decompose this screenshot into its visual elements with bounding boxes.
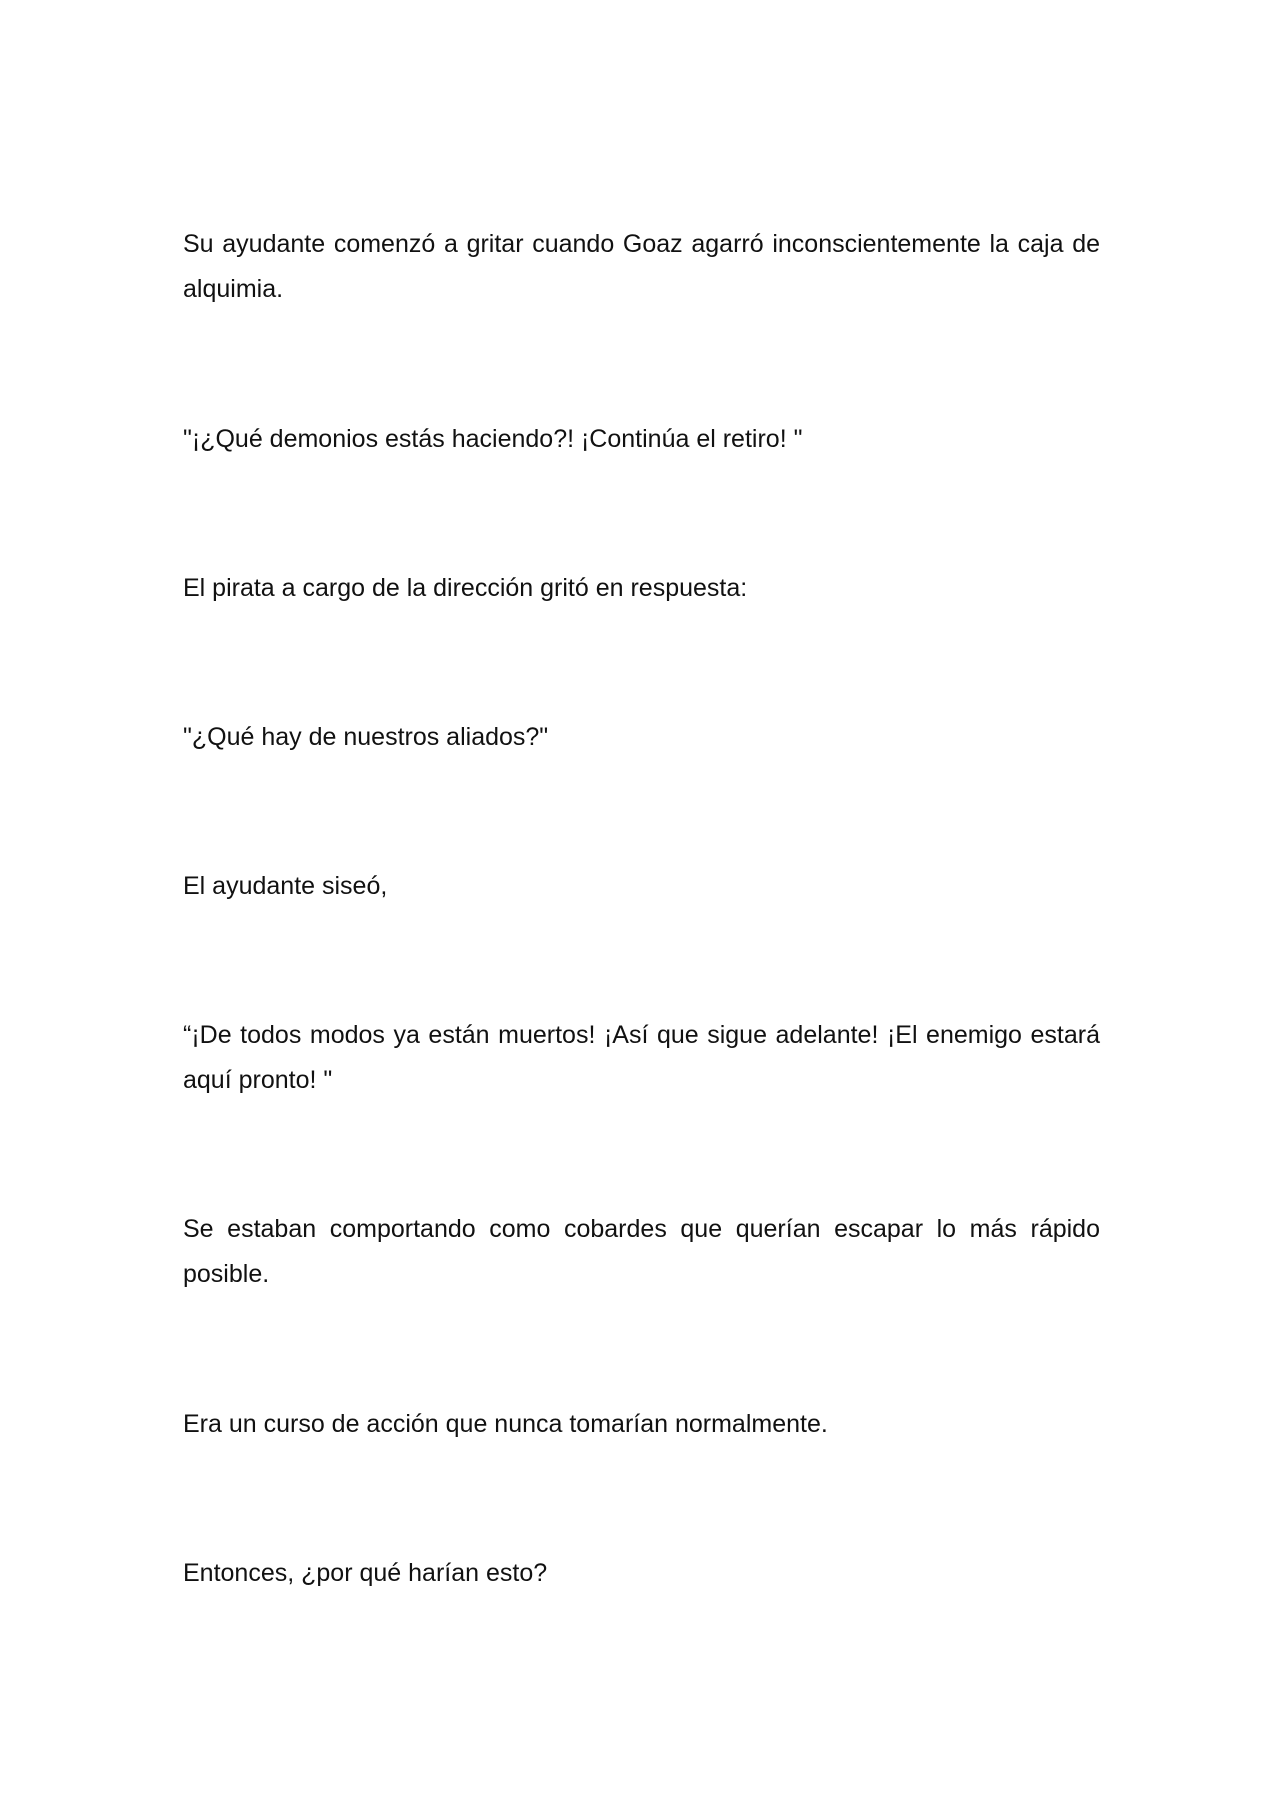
paragraph-7: Se estaban comportando como cobardes que querían escapar lo más rápido posible.: [183, 1215, 1100, 1288]
paragraph-8: Era un curso de acción que nunca tomarían normalmente.: [183, 1410, 828, 1438]
paragraph-6: “¡De todos modos ya están muertos! ¡Así que sigue adelante! ¡El enemigo estará aquí pronto! ": [183, 1021, 1100, 1094]
paragraph-1: Su ayudante comenzó a gritar cuando Goaz agarró inconscientemente la caja de alquimia.: [183, 230, 1100, 303]
paragraph-5: El ayudante siseó,: [183, 872, 388, 900]
paragraph-3: El pirata a cargo de la dirección gritó en respuesta:: [183, 574, 748, 602]
paragraph-2: "¡¿Qué demonios estás haciendo?! ¡Continúa el retiro! ": [183, 425, 803, 453]
paragraph-9: Entonces, ¿por qué harían esto?: [183, 1559, 548, 1587]
paragraph-4: "¿Qué hay de nuestros aliados?": [183, 723, 549, 751]
